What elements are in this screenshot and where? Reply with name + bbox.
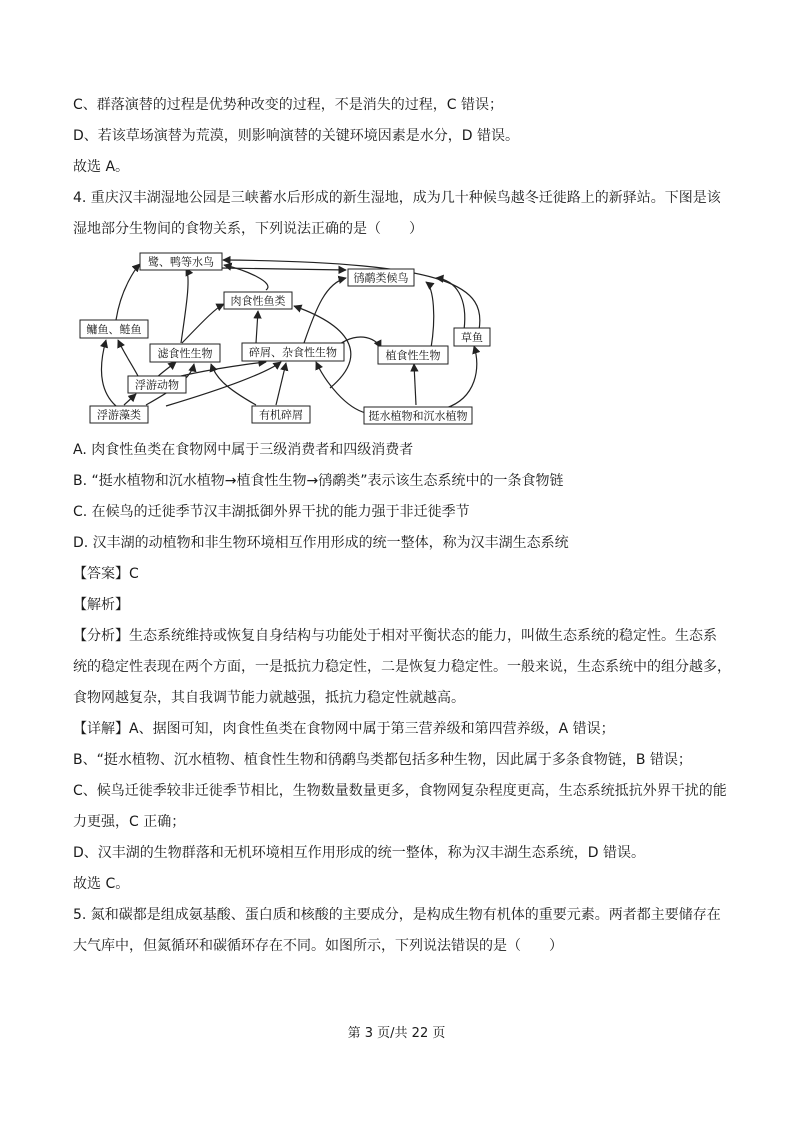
fenxi-line: 【分析】生态系统维持或恢复自身结构与功能处于相对平衡状态的能力，叫做生态系统的稳定性。生态系	[73, 628, 717, 644]
svg-text:挺水植物和沉水植物: 挺水植物和沉水植物	[368, 409, 468, 423]
text-line: 故选 C。	[73, 876, 130, 892]
node-zooplankton	[128, 376, 186, 393]
text-line: 统的稳定性表现在两个方面，一是抵抗力稳定性，二是恢复力稳定性。一般来说，生态系统中的组分越多，	[73, 659, 731, 675]
xiangjie-tag: 【详解】	[73, 721, 129, 737]
svg-text:浮游动物: 浮游动物	[135, 378, 179, 392]
svg-text:鳙鱼、鲢鱼: 鳙鱼、鲢鱼	[86, 323, 142, 336]
node-aquatic-plants	[364, 407, 472, 424]
text-line: D、若该草场演替为荒漠，则影响演替的关键环境因素是水分，D 错误。	[73, 128, 520, 144]
svg-text:鸻鹬类候鸟: 鸻鹬类候鸟	[353, 271, 409, 285]
analysis-tag: 【解析】	[73, 597, 129, 613]
text-line: 食物网越复杂，其自我调节能力就越强，抵抗力稳定性就越高。	[73, 690, 465, 706]
text-line: 故选 A。	[73, 159, 130, 175]
text-line: C、群落演替的过程是优势种改变的过程，不是消失的过程，C 错误；	[73, 97, 503, 113]
svg-text:碎屑、杂食性生物: 碎屑、杂食性生物	[249, 346, 337, 359]
node-plover	[348, 269, 414, 286]
question-5-stem: 5. 氮和碳都是组成氨基酸、蛋白质和核酸的主要成分，是构成生物有机体的重要元素。两者都主要储存在	[73, 907, 721, 923]
node-phytoplankton	[90, 406, 148, 423]
svg-text:草鱼: 草鱼	[461, 331, 483, 344]
text-line: C、候鸟迁徙季较非迁徙季节相比，生物数量数量更多，食物网复杂程度更高，生态系统抵抗外界干扰的能	[73, 783, 727, 799]
option-c: C. 在候鸟的迁徙季节汉丰湖抵御外界干扰的能力强于非迁徙季节	[73, 504, 470, 520]
fenxi-tag: 【分析】	[73, 628, 129, 644]
svg-text:浮游藻类: 浮游藻类	[97, 408, 141, 422]
node-organic-detritus	[252, 406, 310, 423]
svg-text:滤食性生物: 滤食性生物	[157, 347, 213, 360]
page-footer: 第 3 页/共 22 页	[347, 1026, 446, 1041]
svg-text:植食性生物: 植食性生物	[385, 349, 441, 362]
option-b: B. “挺水植物和沉水植物→植食性生物→鸻鹬类”表示该生态系统中的一条食物链	[73, 473, 564, 489]
text-line: D、汉丰湖的生物群落和无机环境相互作用形成的统一整体，称为汉丰湖生态系统，D 错误。	[73, 845, 646, 861]
option-a: A. 肉食性鱼类在食物网中属于三级消费者和四级消费者	[73, 442, 414, 458]
node-silver-carp	[80, 320, 148, 338]
answer-line	[73, 564, 139, 584]
food-web-diagram	[76, 248, 496, 426]
svg-text:鹭、鸭等水鸟: 鹭、鸭等水鸟	[148, 255, 214, 269]
option-d: D. 汉丰湖的动植物和非生物环境相互作用形成的统一整体，称为汉丰湖生态系统	[73, 535, 569, 551]
node-filter-feeders	[150, 344, 220, 362]
xiangjie-line: 【详解】A、据图可知，肉食性鱼类在食物网中属于第三营养级和第四营养级，A 错误；	[73, 721, 615, 737]
node-egret	[140, 253, 222, 270]
answer-value: C	[129, 566, 139, 582]
answer-tag: 【答案】	[73, 566, 129, 582]
node-grass-carp	[454, 328, 490, 346]
question-4-stem: 4. 重庆汉丰湖湿地公园是三峡蓄水后形成的新生湿地，成为几十种候鸟越冬迁徙路上的新驿站。下图是该	[73, 190, 721, 206]
question-4-stem: 湿地部分生物间的食物关系，下列说法正确的是（ ）	[73, 221, 423, 237]
question-5-stem: 大气库中，但氮循环和碳循环存在不同。如图所示，下列说法错误的是（ ）	[73, 938, 563, 954]
text-line: 力更强，C 正确；	[73, 814, 186, 830]
svg-text:有机碎屑: 有机碎屑	[259, 408, 303, 422]
analysis-heading	[73, 595, 129, 615]
node-detritivores	[242, 343, 344, 361]
node-herbivores	[378, 346, 448, 364]
text-line: B、“挺水植物、沉水植物、植食性生物和鸻鹬鸟类都包括多种生物，因此属于多条食物链，B 错误；	[73, 752, 692, 768]
node-carnivorous-fish	[224, 292, 292, 309]
svg-text:肉食性鱼类: 肉食性鱼类	[230, 294, 286, 308]
